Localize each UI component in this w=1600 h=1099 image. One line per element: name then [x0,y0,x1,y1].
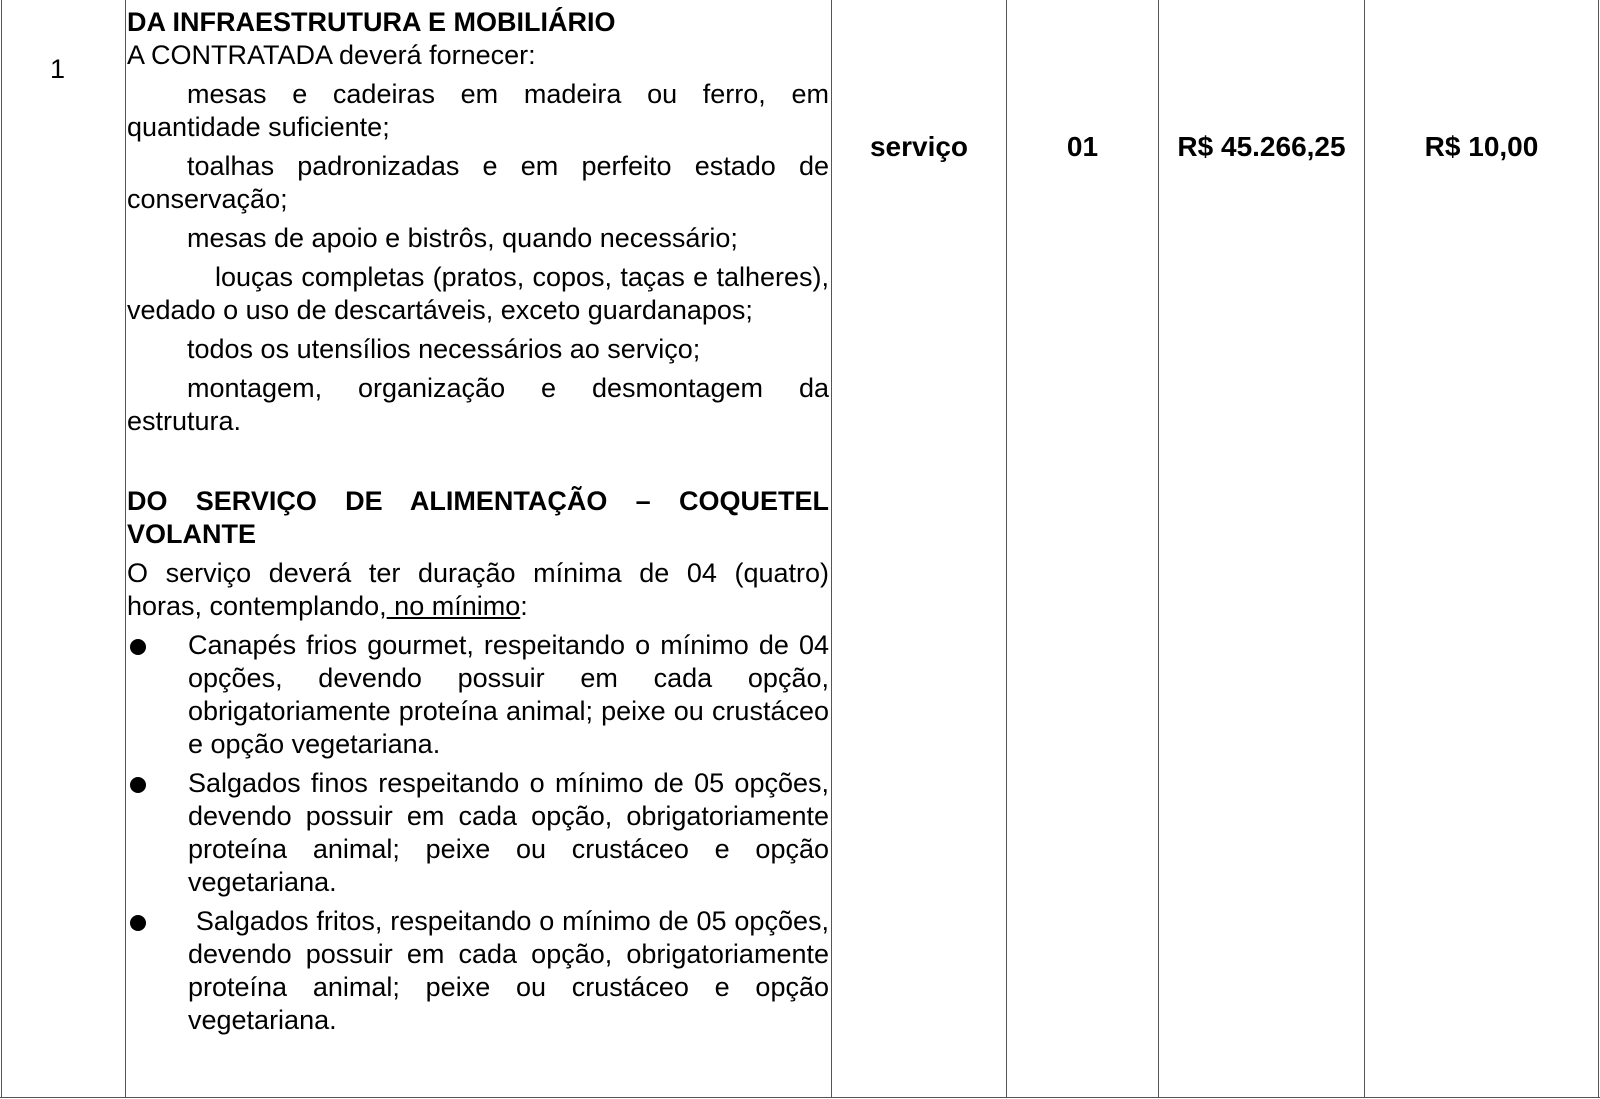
column-divider [1364,0,1365,1098]
bullet-icon [130,777,146,793]
bullet-icon [130,915,146,931]
bullet-text: Salgados finos respeitando o mínimo de 05 opções, devendo possuir em cada opção, obrigatoriamente proteína animal; peixe ou crustáceo e opção vegetariana. [188,768,829,897]
quantity-cell: 01 [1066,131,1099,162]
list-item: toalhas padronizadas e em perfeito estado de conservação; [127,151,829,214]
intro-underlined: no mínimo [386,591,521,621]
unit-cell: serviço [869,131,969,162]
border-bottom [0,1097,1600,1098]
spacer [127,438,829,485]
bullet-item [127,905,837,1037]
column-divider [125,0,126,1098]
value-cell: R$ 45.266,25 [1177,131,1346,162]
list-item: montagem, organização e desmontagem da estrutura. [127,373,829,436]
section-intro [127,557,829,623]
value-cell: R$ 10,00 [1424,131,1539,162]
intro-end: : [520,591,528,621]
list-item: mesas de apoio e bistrôs, quando necessário; [187,223,738,253]
item-description [127,6,837,1037]
list-item: todos os utensílios necessários ao serviço; [187,334,701,364]
bullet-item [127,767,829,899]
column-divider [1006,0,1007,1098]
bullet-text: Salgados fritos, respeitando o mínimo de 05 opções, devendo possuir em cada opção, obrigatoriamente proteína animal; peixe ou crustáceo e opção vegetariana. [188,906,837,1035]
section-intro: A CONTRATADA deverá fornecer: [127,40,536,70]
bullet-icon [130,639,146,655]
column-divider [1158,0,1159,1098]
list-item: louças completas (pratos, copos, taças e talheres), vedado o uso de descartáveis, exceto guardanapos; [127,262,829,325]
bullet-item [127,629,829,761]
intro-text: O serviço deverá ter duração mínima de 04 (quatro) horas, contemplando, [127,558,829,621]
bullet-text: Canapés frios gourmet, respeitando o mínimo de 04 opções, devendo possuir em cada opção, obrigatoriamente proteína animal; peixe ou crustáceo e opção vegetariana. [188,630,829,759]
section-heading: DO SERVIÇO DE ALIMENTAÇÃO – COQUETEL VOLANTE [127,486,829,549]
border-left [1,0,2,1098]
border-right [1598,0,1599,1098]
list-item: mesas e cadeiras em madeira ou ferro, em quantidade suficiente; [127,79,829,142]
section-heading: DA INFRAESTRUTURA E MOBILIÁRIO [127,7,616,37]
item-number: 1 [50,54,66,84]
